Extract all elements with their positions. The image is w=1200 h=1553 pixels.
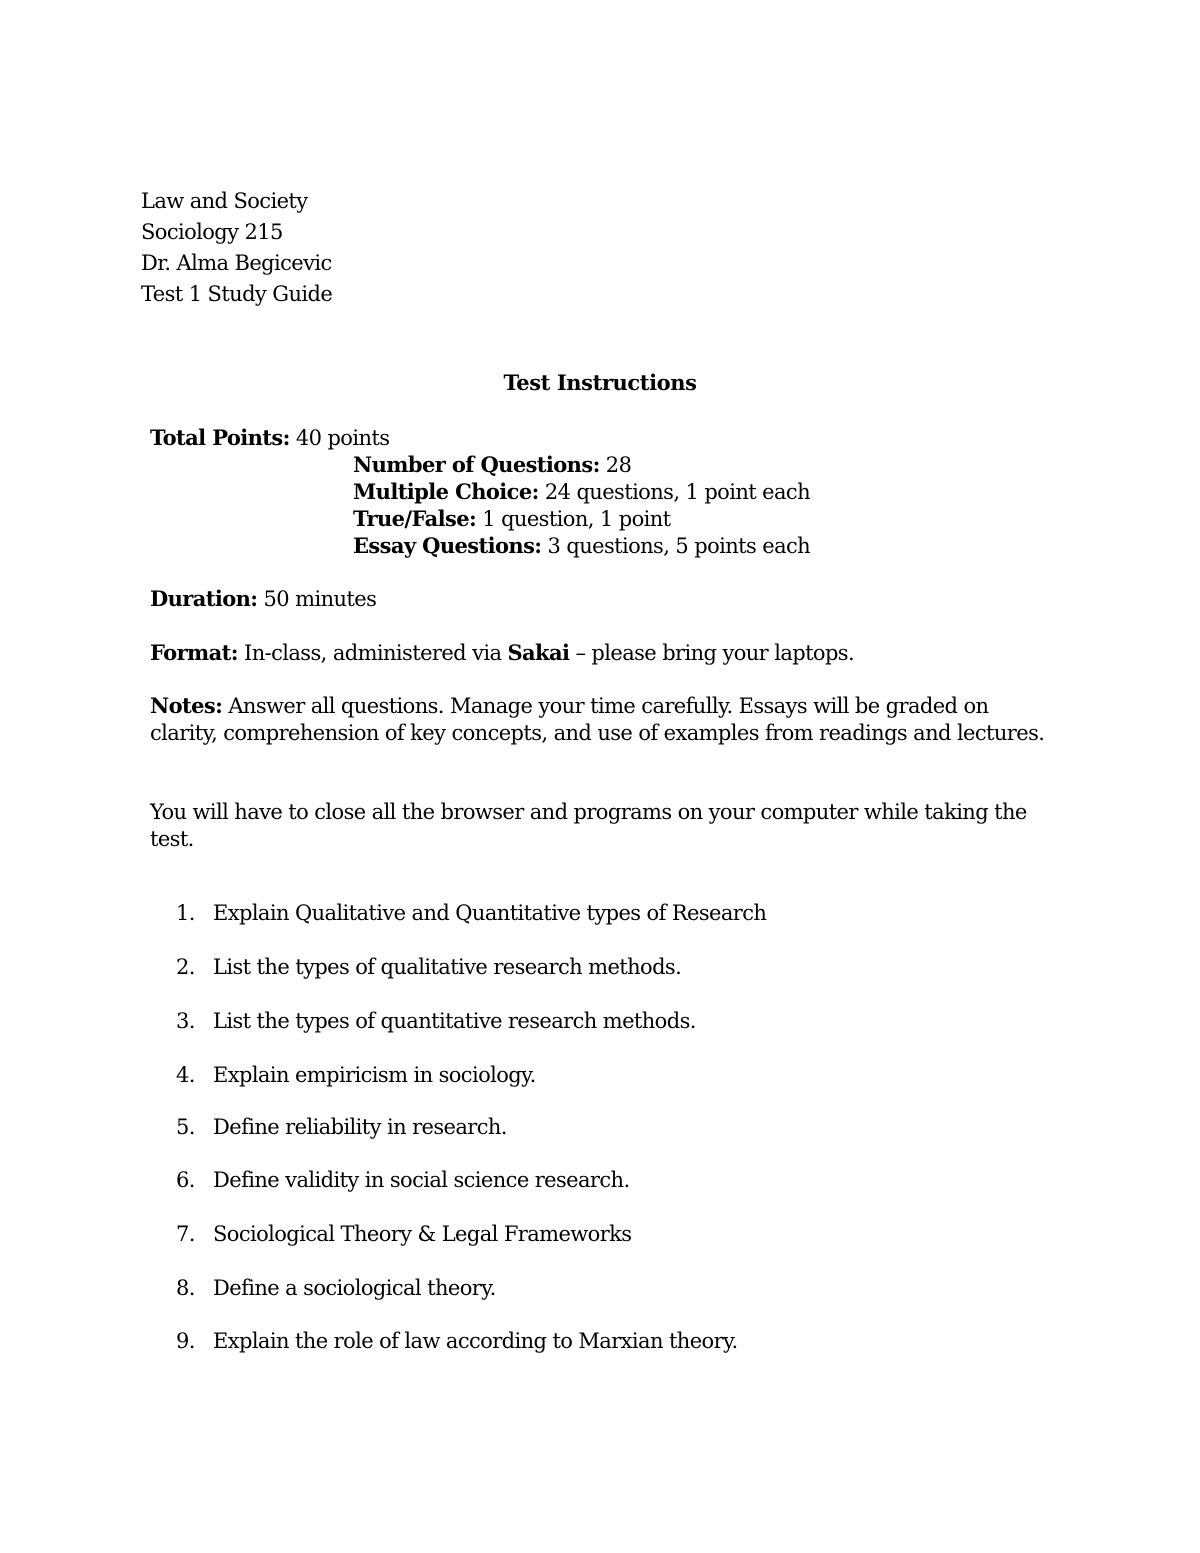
list-item [176, 1224, 631, 1245]
instructions-heading: Test Instructions [503, 370, 697, 395]
list-item-text: Explain empiricism in sociology. [213, 1063, 536, 1087]
list-item-text: Explain the role of law according to Marxian theory. [213, 1329, 738, 1353]
total-points-label: Total Points: [150, 425, 290, 450]
list-item [176, 903, 766, 924]
multiple-choice [353, 481, 810, 503]
format [150, 642, 854, 664]
total-points [150, 427, 389, 449]
list-item-text: List the types of qualitative research methods. [213, 955, 682, 979]
duration-value: 50 minutes [257, 587, 377, 611]
format-value-after: – please bring your laptops. [569, 641, 855, 665]
list-item-number: 3. [176, 1009, 195, 1033]
list-item-number: 7. [176, 1222, 195, 1246]
list-item-number: 5. [176, 1115, 195, 1139]
multiple-choice-value: 24 questions, 1 point each [538, 480, 810, 504]
true-false-label: True/False: [353, 506, 477, 531]
course-code: Sociology 215 [141, 220, 283, 244]
list-item [176, 1170, 630, 1191]
number-of-questions-value: 28 [599, 453, 632, 477]
true-false [353, 508, 671, 530]
list-item [176, 1278, 496, 1299]
course-title: Law and Society [141, 189, 308, 213]
notes-value: Answer all questions. Manage your time carefully. Essays will be graded on clarity, comprehension of key concepts, and use of examples from readings and lectures. [150, 694, 1045, 745]
list-item-text: Define reliability in research. [213, 1115, 507, 1139]
duration-label: Duration: [150, 586, 258, 611]
list-item-text: Define validity in social science research. [213, 1168, 630, 1192]
number-of-questions-label: Number of Questions: [353, 452, 600, 477]
list-item-number: 1. [176, 901, 195, 925]
essay-questions [353, 535, 810, 557]
list-item [176, 1011, 696, 1032]
list-item [176, 1065, 536, 1086]
list-item-number: 9. [176, 1329, 195, 1353]
list-item [176, 957, 681, 978]
guide-title: Test 1 Study Guide [141, 282, 333, 306]
duration [150, 588, 376, 610]
list-item-number: 2. [176, 955, 195, 979]
list-item-text: Explain Qualitative and Quantitative types of Research [213, 901, 767, 925]
close-browser-paragraph: You will have to close all the browser and programs on your computer while taking the test. [150, 800, 1027, 851]
list-item-number: 8. [176, 1276, 195, 1300]
format-label: Format: [150, 640, 238, 665]
list-item [176, 1117, 507, 1138]
format-value: In-class, administered via [237, 641, 508, 665]
total-points-value: 40 points [289, 426, 390, 450]
essay-questions-value: 3 questions, 5 points each [541, 534, 811, 558]
multiple-choice-label: Multiple Choice: [353, 479, 539, 504]
essay-questions-label: Essay Questions: [353, 533, 542, 558]
list-item-number: 4. [176, 1063, 195, 1087]
list-item-text: Define a sociological theory. [213, 1276, 496, 1300]
list-item-text: Sociological Theory & Legal Frameworks [213, 1222, 632, 1246]
instructor-name: Dr. Alma Begicevic [141, 251, 332, 275]
number-of-questions [353, 454, 631, 476]
true-false-value: 1 question, 1 point [476, 507, 671, 531]
list-item-text: List the types of quantitative research methods. [213, 1009, 696, 1033]
list-item [176, 1331, 738, 1352]
list-item-number: 6. [176, 1168, 195, 1192]
notes-label: Notes: [150, 693, 223, 718]
format-sakai: Sakai [507, 640, 570, 665]
notes-paragraph [150, 692, 1050, 747]
